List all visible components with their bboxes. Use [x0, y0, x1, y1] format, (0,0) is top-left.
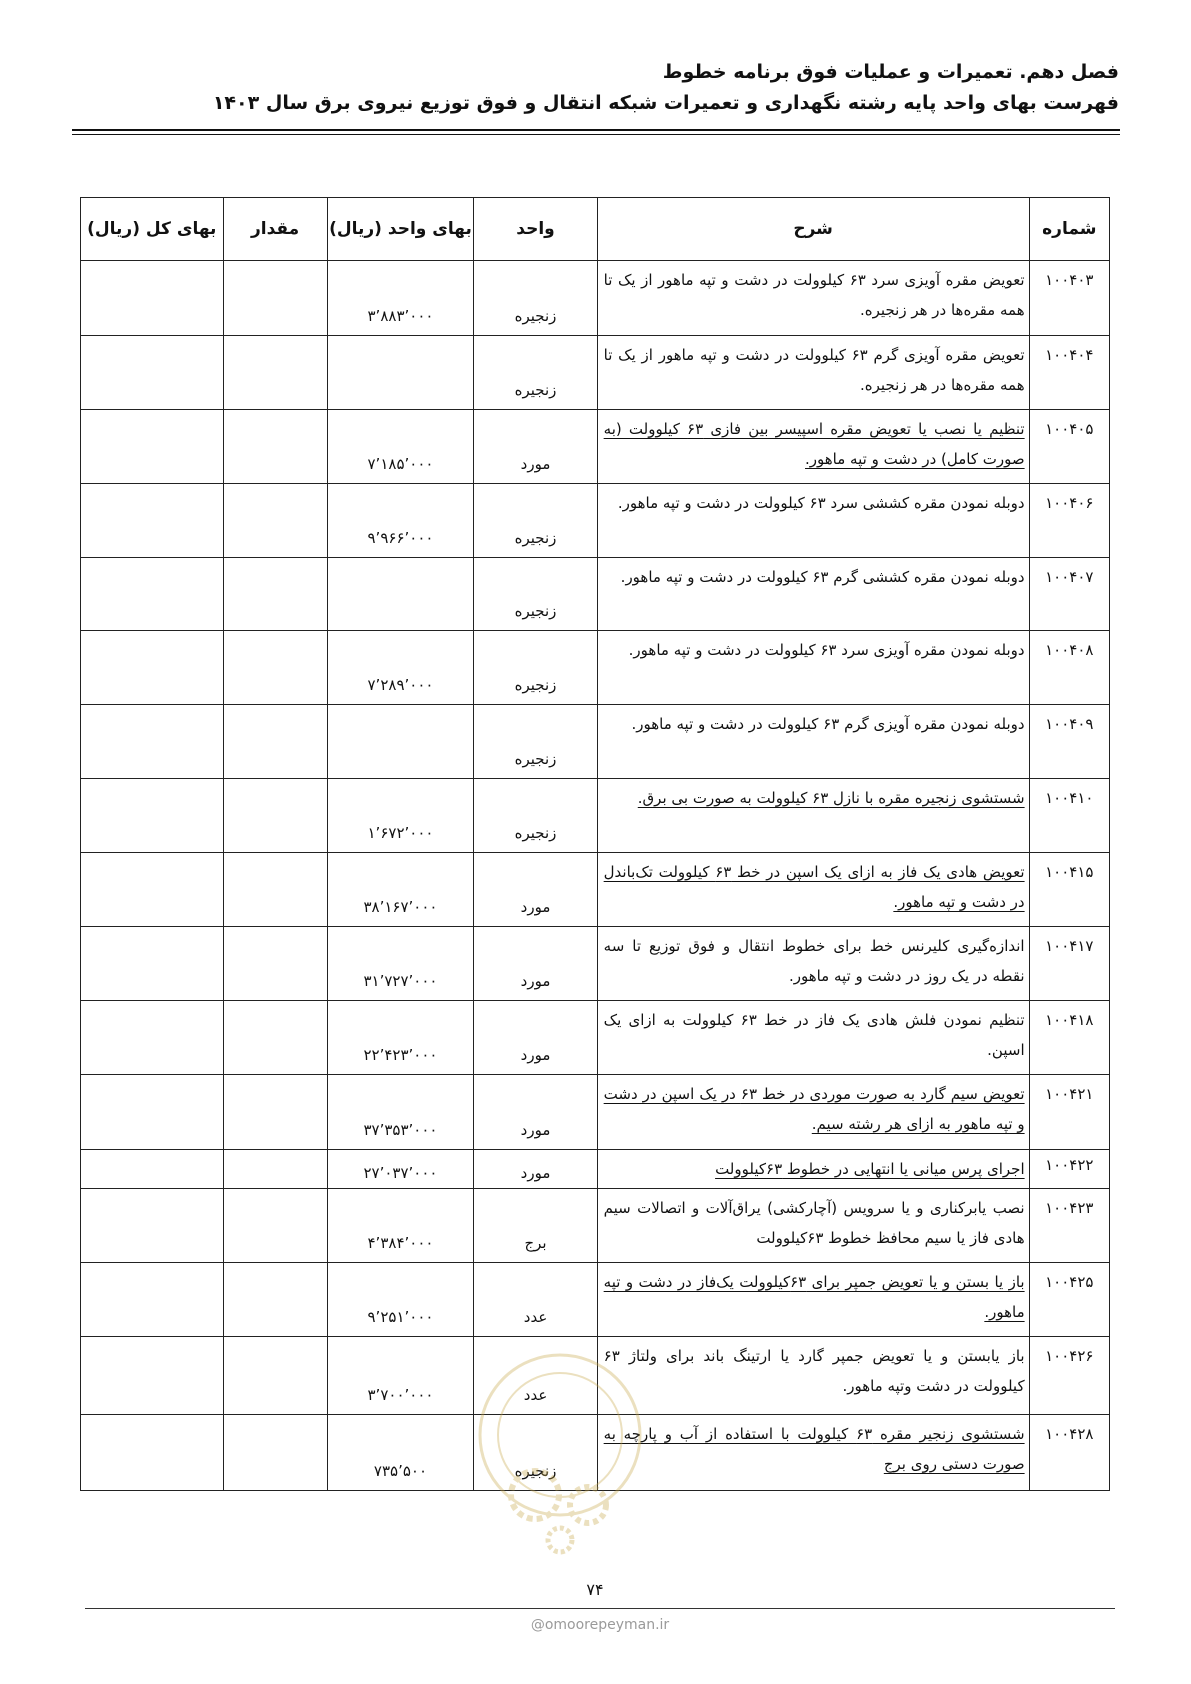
item-description: شستشوی زنجیره مقره با نازل ۶۳ کیلوولت به صورت بی برق.	[597, 779, 1029, 853]
table-row	[81, 1263, 1110, 1337]
header-rule-thin	[72, 134, 1120, 135]
item-number: ۱۰۰۴۲۸	[1029, 1415, 1109, 1491]
item-unit: مورد	[474, 1001, 597, 1075]
item-description: دوبله نمودن مقره کششی گرم ۶۳ کیلوولت در دشت و تپه ماهور.	[597, 558, 1029, 631]
item-quantity[interactable]	[223, 1337, 327, 1415]
item-total-price[interactable]	[81, 558, 224, 631]
item-unit: مورد	[474, 853, 597, 927]
item-number: ۱۰۰۴۰۳	[1029, 261, 1109, 336]
item-quantity[interactable]	[223, 1263, 327, 1337]
item-description: تعویض سیم گارد به صورت موردی در خط ۶۳ در یک اسپن در دشت و تپه ماهور به ازای هر رشته سیم.	[597, 1075, 1029, 1150]
item-number: ۱۰۰۴۰۸	[1029, 631, 1109, 705]
website-watermark: @omoorepeyman.ir	[530, 1617, 670, 1633]
item-description: باز یابستن و یا تعویض جمپر گارد یا ارتینگ باند برای ولتاژ ۶۳ کیلوولت در دشت وتپه ماهور.	[597, 1337, 1029, 1415]
item-unit-price	[327, 558, 474, 631]
item-number: ۱۰۰۴۱۰	[1029, 779, 1109, 853]
item-description: دوبله نمودن مقره آویزی سرد ۶۳ کیلوولت در دشت و تپه ماهور.	[597, 631, 1029, 705]
price-table	[80, 197, 1110, 1491]
table-row	[81, 631, 1110, 705]
item-total-price[interactable]	[81, 1337, 224, 1415]
item-unit: زنجیره	[474, 558, 597, 631]
table-row	[81, 261, 1110, 336]
item-unit: زنجیره	[474, 705, 597, 779]
column-header-total-price: بهای کل (ریال)	[81, 198, 224, 261]
item-quantity[interactable]	[223, 631, 327, 705]
item-description: شستشوی زنجیر مقره ۶۳ کیلوولت با استفاده از آب و پارچه به صورت دستی روی برج	[597, 1415, 1029, 1491]
item-number: ۱۰۰۴۲۱	[1029, 1075, 1109, 1150]
page-header	[69, 56, 1119, 118]
item-quantity[interactable]	[223, 1150, 327, 1189]
column-header-number: شماره	[1029, 198, 1109, 261]
item-unit: برج	[474, 1189, 597, 1263]
item-unit-price: ۳٬۷۰۰٬۰۰۰	[327, 1337, 474, 1415]
item-total-price[interactable]	[81, 705, 224, 779]
item-total-price[interactable]	[81, 927, 224, 1001]
document-subtitle: فهرست بهای واحد پایه رشته نگهداری و تعمیرات شبکه انتقال و فوق توزیع نیروی برق سال ۱۴۰۳	[212, 92, 1119, 114]
item-quantity[interactable]	[223, 261, 327, 336]
item-quantity[interactable]	[223, 1189, 327, 1263]
item-unit: مورد	[474, 1075, 597, 1150]
chapter-title: فصل دهم. تعمیرات و عملیات فوق برنامه خطوط	[662, 61, 1119, 83]
item-unit-price: ۳۸٬۱۶۷٬۰۰۰	[327, 853, 474, 927]
item-unit-price: ۴٬۳۸۴٬۰۰۰	[327, 1189, 474, 1263]
item-total-price[interactable]	[81, 261, 224, 336]
item-quantity[interactable]	[223, 336, 327, 410]
item-description: اندازه‌گیری کلیرنس خط برای خطوط انتقال و فوق توزیع تا سه نقطه در یک روز در دشت و تپه ماهور.	[597, 927, 1029, 1001]
item-total-price[interactable]	[81, 779, 224, 853]
item-total-price[interactable]	[81, 336, 224, 410]
table-header-row	[81, 198, 1110, 261]
page-number: ۷۴	[586, 1580, 604, 1599]
item-unit-price: ۳۱٬۷۲۷٬۰۰۰	[327, 927, 474, 1001]
column-header-unit-price: بهای واحد (ریال)	[327, 198, 474, 261]
item-total-price[interactable]	[81, 1075, 224, 1150]
table-row	[81, 853, 1110, 927]
item-number: ۱۰۰۴۱۵	[1029, 853, 1109, 927]
item-total-price[interactable]	[81, 1263, 224, 1337]
table-row	[81, 1189, 1110, 1263]
column-header-quantity: مقدار	[223, 198, 327, 261]
table-row	[81, 1150, 1110, 1189]
footer-rule	[85, 1608, 1115, 1609]
item-number: ۱۰۰۴۰۹	[1029, 705, 1109, 779]
item-unit-price: ۳۷٬۳۵۳٬۰۰۰	[327, 1075, 474, 1150]
item-number: ۱۰۰۴۱۷	[1029, 927, 1109, 1001]
item-number: ۱۰۰۴۰۷	[1029, 558, 1109, 631]
table-row	[81, 558, 1110, 631]
item-total-price[interactable]	[81, 1189, 224, 1263]
table-row	[81, 779, 1110, 853]
item-unit: مورد	[474, 1150, 597, 1189]
item-unit-price	[327, 705, 474, 779]
item-description: باز یا بستن و یا تعویض جمپر برای ۶۳کیلوولت یک‌فاز در دشت و تپه ماهور.	[597, 1263, 1029, 1337]
item-quantity[interactable]	[223, 484, 327, 558]
item-unit: زنجیره	[474, 261, 597, 336]
item-total-price[interactable]	[81, 1415, 224, 1491]
item-description: تنظیم نمودن فلش هادی یک فاز در خط ۶۳ کیلوولت به ازای یک اسپن.	[597, 1001, 1029, 1075]
item-unit-price: ۱٬۶۷۲٬۰۰۰	[327, 779, 474, 853]
item-description: اجرای پرس میانی یا انتهایی در خطوط ۶۳کیلوولت	[597, 1150, 1029, 1189]
item-total-price[interactable]	[81, 631, 224, 705]
item-unit-price: ۳٬۸۸۳٬۰۰۰	[327, 261, 474, 336]
item-unit-price: ۷۳۵٬۵۰۰	[327, 1415, 474, 1491]
item-quantity[interactable]	[223, 558, 327, 631]
item-total-price[interactable]	[81, 853, 224, 927]
item-unit-price: ۹٬۹۶۶٬۰۰۰	[327, 484, 474, 558]
item-unit-price	[327, 336, 474, 410]
item-unit: زنجیره	[474, 484, 597, 558]
item-description: تعویض هادی یک فاز به ازای یک اسپن در خط ۶۳ کیلوولت تک‌باندل در دشت و تپه ماهور.	[597, 853, 1029, 927]
item-unit: عدد	[474, 1337, 597, 1415]
column-header-unit: واحد	[474, 198, 597, 261]
item-total-price[interactable]	[81, 410, 224, 484]
item-description: تعویض مقره آویزی گرم ۶۳ کیلوولت در دشت و تپه ماهور از یک تا همه مقره‌ها در هر زنجیره.	[597, 336, 1029, 410]
table-row	[81, 1075, 1110, 1150]
item-number: ۱۰۰۴۲۵	[1029, 1263, 1109, 1337]
item-number: ۱۰۰۴۲۶	[1029, 1337, 1109, 1415]
watermark-stamp	[470, 1345, 650, 1555]
item-unit-price: ۲۲٬۴۲۳٬۰۰۰	[327, 1001, 474, 1075]
item-quantity[interactable]	[223, 1415, 327, 1491]
item-number: ۱۰۰۴۰۶	[1029, 484, 1109, 558]
item-unit-price: ۹٬۲۵۱٬۰۰۰	[327, 1263, 474, 1337]
item-description: دوبله نمودن مقره آویزی گرم ۶۳ کیلوولت در دشت و تپه ماهور.	[597, 705, 1029, 779]
item-quantity[interactable]	[223, 410, 327, 484]
item-quantity[interactable]	[223, 705, 327, 779]
column-header-description: شرح	[597, 198, 1029, 261]
item-number: ۱۰۰۴۲۳	[1029, 1189, 1109, 1263]
item-total-price[interactable]	[81, 1001, 224, 1075]
item-description: دوبله نمودن مقره کششی سرد ۶۳ کیلوولت در دشت و تپه ماهور.	[597, 484, 1029, 558]
table-row	[81, 410, 1110, 484]
table-row	[81, 336, 1110, 410]
item-quantity[interactable]	[223, 779, 327, 853]
item-unit: زنجیره	[474, 1415, 597, 1491]
item-number: ۱۰۰۴۱۸	[1029, 1001, 1109, 1075]
item-quantity[interactable]	[223, 1075, 327, 1150]
table-row	[81, 705, 1110, 779]
item-number: ۱۰۰۴۰۴	[1029, 336, 1109, 410]
item-unit-price: ۲۷٬۰۳۷٬۰۰۰	[327, 1150, 474, 1189]
item-unit: زنجیره	[474, 779, 597, 853]
table-row	[81, 484, 1110, 558]
item-quantity[interactable]	[223, 1001, 327, 1075]
table-row	[81, 927, 1110, 1001]
header-rule-thick	[72, 129, 1120, 131]
item-description: نصب یابرکناری و یا سرویس (آچارکشی) یراق‌آلات و اتصالات سیم هادی فاز یا سیم محافظ خطوط ۶۳کیلوولت	[597, 1189, 1029, 1263]
item-unit: زنجیره	[474, 631, 597, 705]
item-quantity[interactable]	[223, 853, 327, 927]
item-unit-price: ۷٬۲۸۹٬۰۰۰	[327, 631, 474, 705]
item-unit-price: ۷٬۱۸۵٬۰۰۰	[327, 410, 474, 484]
item-unit: عدد	[474, 1263, 597, 1337]
item-total-price[interactable]	[81, 1150, 224, 1189]
item-unit: مورد	[474, 410, 597, 484]
item-unit: مورد	[474, 927, 597, 1001]
item-description: تنظیم یا نصب یا تعویض مقره اسپیسر بین فازی ۶۳ کیلوولت (به صورت کامل) در دشت و تپه ماهور.	[597, 410, 1029, 484]
item-description: تعویض مقره آویزی سرد ۶۳ کیلوولت در دشت و تپه ماهور از یک تا همه مقره‌ها در هر زنجیره.	[597, 261, 1029, 336]
item-unit: زنجیره	[474, 336, 597, 410]
item-total-price[interactable]	[81, 484, 224, 558]
item-number: ۱۰۰۴۲۲	[1029, 1150, 1109, 1189]
table-row	[81, 1001, 1110, 1075]
item-number: ۱۰۰۴۰۵	[1029, 410, 1109, 484]
item-quantity[interactable]	[223, 927, 327, 1001]
